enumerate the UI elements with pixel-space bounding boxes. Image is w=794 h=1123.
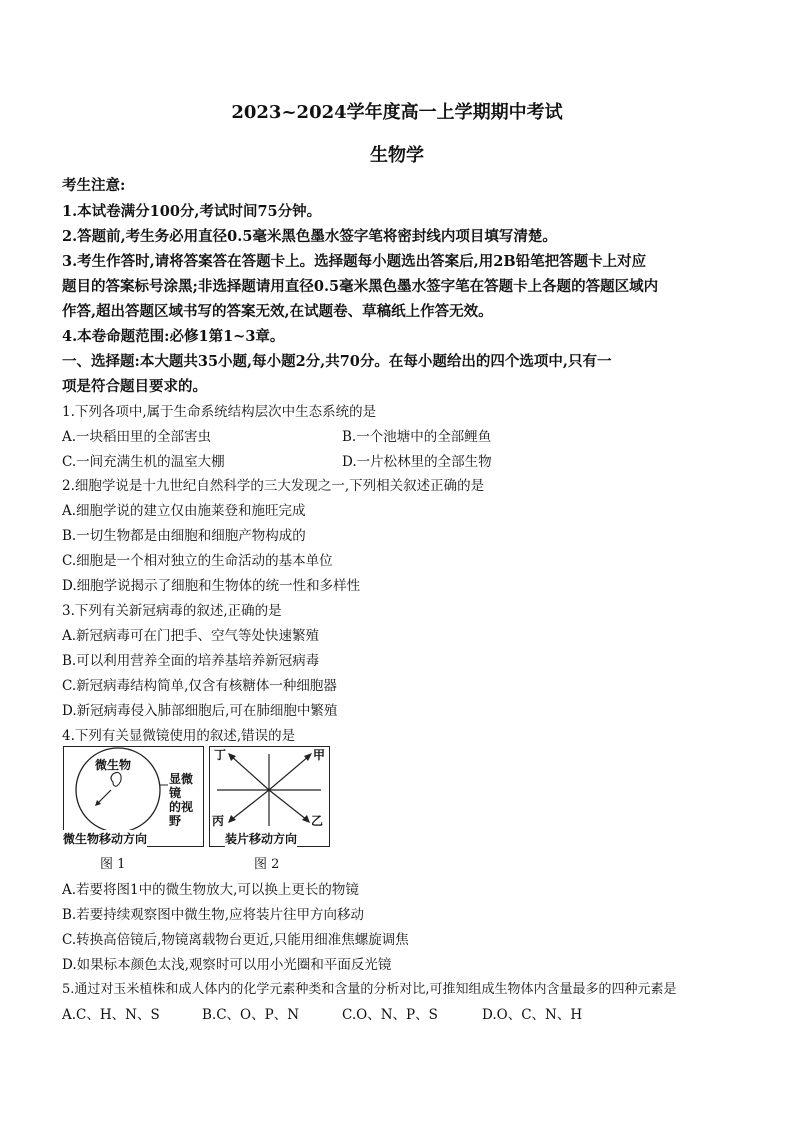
option-b: B.一切生物都是由细胞和细胞产物构成的 xyxy=(62,528,306,544)
fig1-field-label-line2: 的视野 xyxy=(169,800,194,828)
option-a: A.一块稻田里的全部害虫 xyxy=(62,429,212,445)
fig1-bottom-caption: 微生物移动方向 xyxy=(63,832,148,846)
option-a: A.新冠病毒可在门把手、空气等处快速繁殖 xyxy=(62,628,320,644)
subject-title: 生物学 xyxy=(370,145,424,166)
option-d: D.新冠病毒侵入肺部细胞后,可在肺细胞中繁殖 xyxy=(62,703,338,719)
option-c: C.细胞是一个相对独立的生命活动的基本单位 xyxy=(62,553,333,569)
option-d: D.如果标本颜色太浅,观察时可以用小光圈和平面反光镜 xyxy=(62,957,392,973)
notice-heading: 考生注意: xyxy=(62,177,126,194)
figure-1-microbe-field xyxy=(63,746,204,847)
question-stem: 5.通过对玉米植株和成人体内的化学元素种类和含量的分析对比,可推知组成生物体内含量最多的四种元素是 xyxy=(62,982,677,997)
fig1-field-label-line1: 显微镜 xyxy=(169,772,194,800)
option-d: D.一片松林里的全部生物 xyxy=(342,454,492,470)
option-a: A.细胞学说的建立仅由施莱登和施旺完成 xyxy=(62,503,306,519)
figure-2-slide-direction xyxy=(209,746,330,847)
question-stem: 4.下列有关显微镜使用的叙述,错误的是 xyxy=(62,728,296,744)
option-d: D.细胞学说揭示了细胞和生物体的统一性和多样性 xyxy=(62,578,361,594)
option-c: C.一间充满生机的温室大棚 xyxy=(62,454,225,470)
exam-title: 2023~2024学年度高一上学期期中考试 xyxy=(231,102,563,123)
figure-2-label: 图 2 xyxy=(254,857,280,872)
section-heading: 一、选择题:本大题共35小题,每小题2分,共70分。在每小题给出的四个选项中,只有一 xyxy=(62,353,612,370)
notice-item: 2.答题前,考生务必用直径0.5毫米黑色墨水签字笔将密封线内项目填写清楚。 xyxy=(62,228,557,245)
option-a: A.若要将图1中的微生物放大,可以换上更长的物镜 xyxy=(62,882,359,898)
notice-item: 1.本试卷满分100分,考试时间75分钟。 xyxy=(62,203,322,220)
option-b: B.若要持续观察图中微生物,应将装片往甲方向移动 xyxy=(62,907,365,923)
question-stem: 3.下列有关新冠病毒的叙述,正确的是 xyxy=(62,603,282,619)
notice-item: 作答,超出答题区域书写的答案无效,在试题卷、草稿纸上作答无效。 xyxy=(62,303,493,320)
option-c: C.O、N、P、S xyxy=(342,1007,438,1023)
option-c: C.新冠病毒结构简单,仅含有核糖体一种细胞器 xyxy=(62,678,337,694)
fig2-label-ding: 丁 xyxy=(214,748,227,762)
fig2-label-yi: 乙 xyxy=(311,814,324,828)
question-stem: 1.下列各项中,属于生命系统结构层次中生态系统的是 xyxy=(62,404,377,420)
fig2-label-jia: 甲 xyxy=(313,748,326,762)
section-heading-cont: 项是符合题目要求的。 xyxy=(62,378,207,395)
fig1-field-label xyxy=(169,772,204,828)
fig1-organism-label: 微生物 xyxy=(95,758,132,772)
option-d: D.O、C、N、H xyxy=(482,1007,583,1023)
figure-1-label: 图 1 xyxy=(100,857,126,872)
notice-item: 3.考生作答时,请将答案答在答题卡上。选择题每小题选出答案后,用2B铅笔把答题卡上对应 xyxy=(62,253,647,270)
question-stem: 2.细胞学说是十九世纪自然科学的三大发现之一,下列相关叙述正确的是 xyxy=(62,478,485,494)
notice-item: 4.本卷命题范围:必修1第1~3章。 xyxy=(62,328,285,345)
option-b: B.C、O、P、N xyxy=(202,1007,300,1023)
fig2-label-bing: 丙 xyxy=(212,814,225,828)
notice-item: 题目的答案标号涂黑;非选择题请用直径0.5毫米黑色墨水签字笔在答题卡上各题的答题区域内 xyxy=(62,278,659,295)
option-a: A.C、H、N、S xyxy=(62,1007,160,1023)
option-b: B.一个池塘中的全部鲤鱼 xyxy=(342,429,492,445)
option-b: B.可以利用营养全面的培养基培养新冠病毒 xyxy=(62,653,320,669)
option-c: C.转换高倍镜后,物镜离载物台更近,只能用细准焦螺旋调焦 xyxy=(62,932,409,948)
fig2-bottom-caption: 装片移动方向 xyxy=(225,832,298,846)
